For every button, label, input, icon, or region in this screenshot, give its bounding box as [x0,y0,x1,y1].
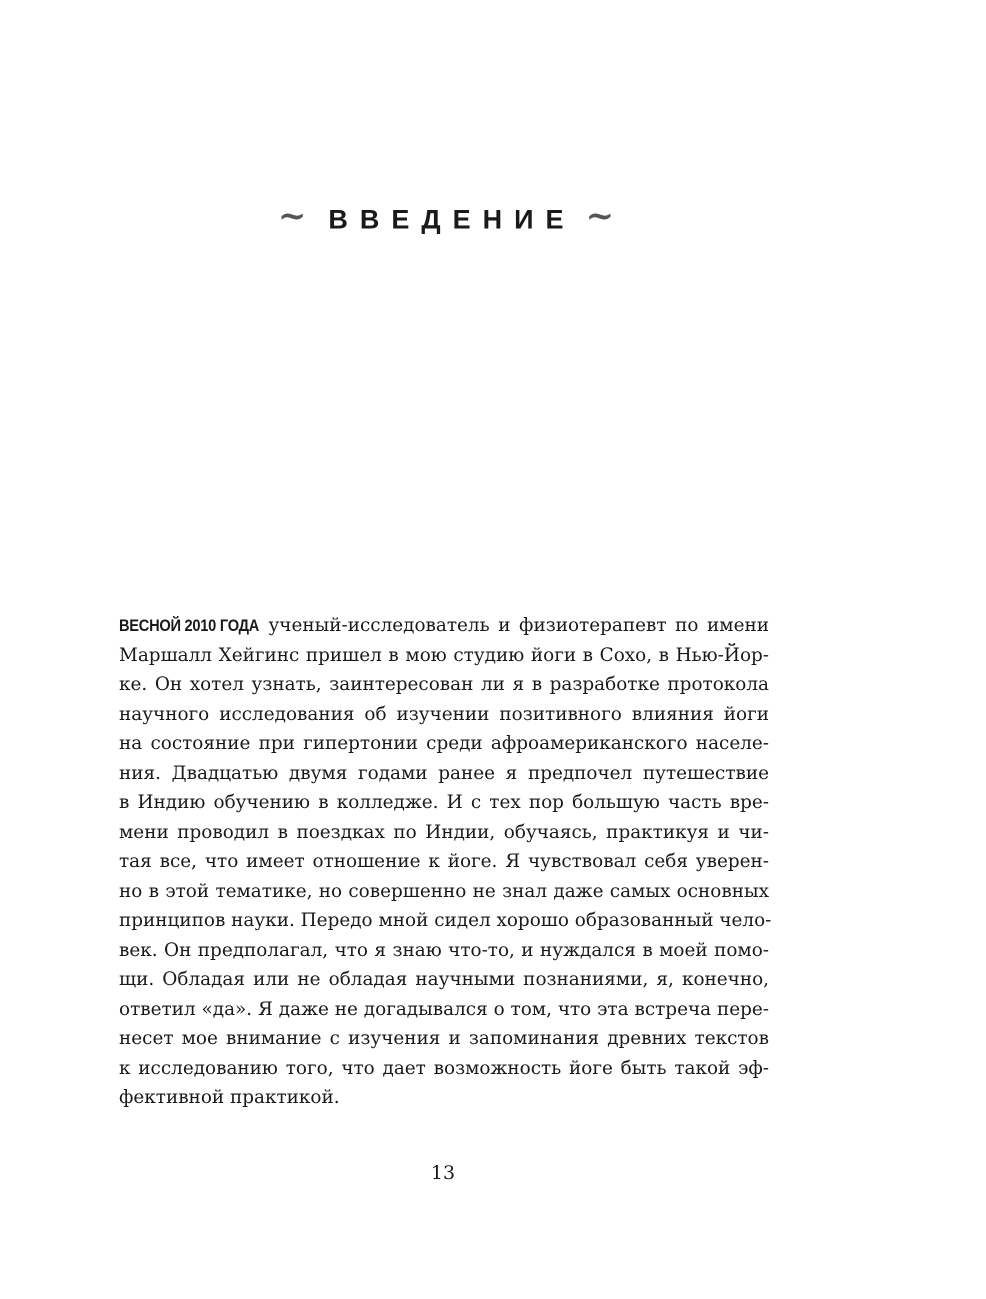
paragraph-line: на состояние при гипертонии среди афроамериканского населе- [119,733,769,754]
paragraph-line: ке. Он хотел узнать, заинтересован ли я в разработке протокола [119,674,769,695]
paragraph-line: в Индию обучению в колледже. И с тех пор большую часть вре- [119,792,769,813]
paragraph-line: но в этой тематике, но совершенно не знал даже самых основных [119,880,769,902]
paragraph-line: ния. Двадцатью двумя годами ранее я предпочел путешествие [119,762,769,784]
paragraph-line-text: ученый-исследователь и физиотерапевт по имени [259,615,769,636]
paragraph-line [119,611,769,641]
chapter-title: ВВЕДЕНИЕ [328,204,576,235]
paragraph-line: мени проводил в поездках по Индии, обучаясь, практикуя и чи- [119,821,769,843]
paragraph-line: щи. Обладая или не обладая научными познаниями, я, конечно, [119,969,769,990]
paragraph-line: научного исследования об изучении позитивного влияния йоги [119,703,769,725]
paragraph-line: несет мое внимание с изучения и запоминания древних текстов [119,1028,769,1049]
lead-in-caps: ВЕСНОЙ 2010 ГОДА [119,616,260,635]
chapter-heading [0,196,892,240]
page-number: 13 [430,1162,456,1184]
tilde-ornament-left: ~ [277,196,307,236]
paragraph-line: принципов науки. Передо мной сидел хорошо образованный чело- [119,910,772,931]
body-paragraph [119,611,772,1113]
paragraph-line: к исследованию того, что дает возможность йоге быть такой эф- [119,1057,769,1079]
tilde-ornament-right: ~ [585,196,615,236]
paragraph-line: ответил «да». Я даже не догадывался о том, что эта встреча пере- [119,998,769,1020]
paragraph-line: тая все, что имеет отношение к йоге. Я чувствовал себя уверен- [119,851,769,872]
paragraph-line: Маршалл Хейгинс пришел в мою студию йоги в Сохо, в Нью-Йор- [119,644,769,666]
paragraph-line: век. Он предполагал, что я знаю что-то, и нуждался в моей помо- [119,939,769,961]
paragraph-line: фективной практикой. [119,1087,340,1108]
